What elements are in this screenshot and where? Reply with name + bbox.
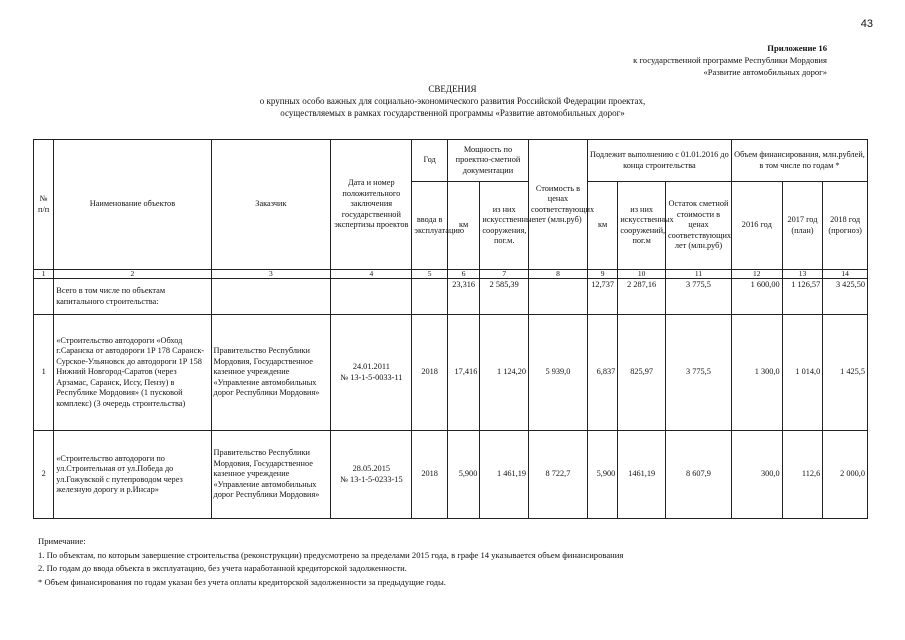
header-expertise: Дата и номер положительного заключения государственной экспертизы проектов: [331, 140, 412, 270]
header-km-remaining: км: [587, 182, 617, 270]
header-2017: 2017 год (план): [782, 182, 823, 270]
document-subtitle-1: о крупных особо важных для социально-экономического развития Российской Федерации проектах,: [259, 96, 646, 106]
header-capacity: Мощность по проектно-сметной документации: [447, 140, 528, 182]
row-num: 2: [34, 431, 54, 519]
row-object-name: «Строительство автодороги по ул.Строительная от ул.Победа до ул.Гожувской с путепроводом через железную дорогу и р.Инсар»: [54, 431, 211, 519]
row-km-remaining: 5,900: [587, 431, 617, 519]
row-2018: 2 000,0: [823, 431, 868, 519]
row-expertise: [331, 431, 412, 519]
note-1: 1. По объектам, по которым завершение строительства (реконструкции) предусмотрено за пределами 2015 года, в графе 14 указывается объем финансирования: [38, 549, 624, 560]
row-expertise: [331, 315, 412, 431]
row-rest-cost: 8 607,9: [666, 431, 732, 519]
total-artificial-remaining: 2 287,16: [618, 279, 666, 315]
row-2017: 1 014,0: [782, 315, 823, 431]
appendix-line-2: «Развитие автомобильных дорог»: [703, 67, 827, 77]
header-name: Наименование объектов: [54, 140, 211, 270]
header-row-1: [34, 140, 868, 182]
total-artificial: 2 585,39: [480, 279, 529, 315]
appendix-title: Приложение 16: [767, 43, 827, 53]
header-cost: Стоимость в ценах соответствующих лет (млн.руб): [529, 140, 588, 270]
col-number: 4: [331, 270, 412, 279]
col-number: 14: [823, 270, 868, 279]
col-number: 11: [666, 270, 732, 279]
header-num: № п/п: [34, 140, 54, 270]
col-number: 12: [731, 270, 782, 279]
header-customer: Заказчик: [211, 140, 331, 270]
appendix-header: [467, 42, 827, 78]
total-km: 23,316: [447, 279, 479, 315]
col-number: 1: [34, 270, 54, 279]
notes-block: [38, 535, 623, 589]
header-year-sub: ввода в эксплуатацию: [412, 182, 448, 270]
row-cost: 8 722,7: [529, 431, 588, 519]
row-customer: Правительство Республики Мордовия, Государственное казенное учреждение «Управление автомобильных дорог Республики Мордовия»: [211, 431, 331, 519]
note-3: * Объем финансирования по годам указан без учета оплаты кредиторской задолженности за предыдущие годы.: [38, 576, 446, 587]
header-year: Год: [412, 140, 448, 182]
row-expertise-date: 24.01.2011: [352, 362, 390, 371]
row-expertise-date: 28.05.2015: [352, 464, 390, 473]
table-row: [34, 315, 868, 431]
row-artificial: 1 461,19: [480, 431, 529, 519]
notes-title: Примечание:: [38, 536, 86, 546]
col-number: 2: [54, 270, 211, 279]
row-expertise-number: № 13-1-5-0033-11: [340, 372, 403, 382]
total-2017: 1 126,57: [782, 279, 823, 315]
row-customer: Правительство Республики Мордовия, Государственное казенное учреждение «Управление автомобильных дорог Республики Мордовия»: [211, 315, 331, 431]
document-subtitle-2: осуществляемых в рамках государственной программы «Развитие автомобильных дорог»: [280, 108, 625, 118]
row-artificial: 1 124,20: [480, 315, 529, 431]
row-artificial-remaining: 825,97: [618, 315, 666, 431]
row-2018: 1 425,5: [823, 315, 868, 431]
total-km-remaining: 12,737: [587, 279, 617, 315]
header-artificial: из них искусственные сооружения, пог.м.: [480, 182, 529, 270]
page-number: 43: [860, 18, 873, 30]
row-2016: 1 300,0: [731, 315, 782, 431]
row-year: 2018: [412, 431, 448, 519]
row-expertise-number: № 13-1-5-0233-15: [340, 474, 403, 484]
col-number: 8: [529, 270, 588, 279]
row-km-remaining: 6,837: [587, 315, 617, 431]
row-year: 2018: [412, 315, 448, 431]
row-km: 17,416: [447, 315, 479, 431]
col-number: 13: [782, 270, 823, 279]
row-2016: 300,0: [731, 431, 782, 519]
total-row: [34, 279, 868, 315]
col-number: 3: [211, 270, 331, 279]
header-remaining: Подлежит выполнению с 01.01.2016 до конца строительства: [587, 140, 731, 182]
row-cost: 5 939,0: [529, 315, 588, 431]
row-km: 5,900: [447, 431, 479, 519]
row-num: 1: [34, 315, 54, 431]
table-row: [34, 431, 868, 519]
total-2018: 3 425,50: [823, 279, 868, 315]
note-2: 2. По годам до ввода объекта в эксплуатацию, без учета наработанной кредиторской задолженности.: [38, 563, 407, 573]
col-number: 6: [447, 270, 479, 279]
col-number: 10: [618, 270, 666, 279]
header-financing: Объем финансирования, млн.рублей, в том числе по годам *: [731, 140, 867, 182]
column-number-row: [34, 270, 868, 279]
col-number: 9: [587, 270, 617, 279]
appendix-line-1: к государственной программе Республики Мордовия: [633, 55, 827, 65]
row-artificial-remaining: 1461,19: [618, 431, 666, 519]
document-title-block: [0, 83, 905, 119]
total-2016: 1 600,00: [731, 279, 782, 315]
document-title: СВЕДЕНИЯ: [428, 84, 477, 94]
header-km: км: [447, 182, 479, 270]
header-rest-cost: Остаток сметной стоимости в ценах соответствующих лет (млн.руб): [666, 182, 732, 270]
row-object-name: «Строительство автодороги «Обход г.Саранска от автодороги 1Р 178 Саранск-Сурское-Ульяновск до автодороги 1Р 158 Нижний Новгород-Саратов (через Арзамас, Саранск, Иссу, Пензу) в Республике Мордовия» (1 пусковой комплекс) (3 очередь строительства): [54, 315, 211, 431]
header-2018: 2018 год (прогноз): [823, 182, 868, 270]
row-2017: 112,6: [782, 431, 823, 519]
header-artificial-remaining: из них искусственных сооружений, пог.м: [618, 182, 666, 270]
col-number: 5: [412, 270, 448, 279]
projects-table: [33, 139, 868, 519]
total-label: Всего в том числе по объектам капитального строительства:: [54, 279, 211, 315]
row-rest-cost: 3 775,5: [666, 315, 732, 431]
header-2016: 2016 год: [731, 182, 782, 270]
total-rest-cost: 3 775,5: [666, 279, 732, 315]
col-number: 7: [480, 270, 529, 279]
